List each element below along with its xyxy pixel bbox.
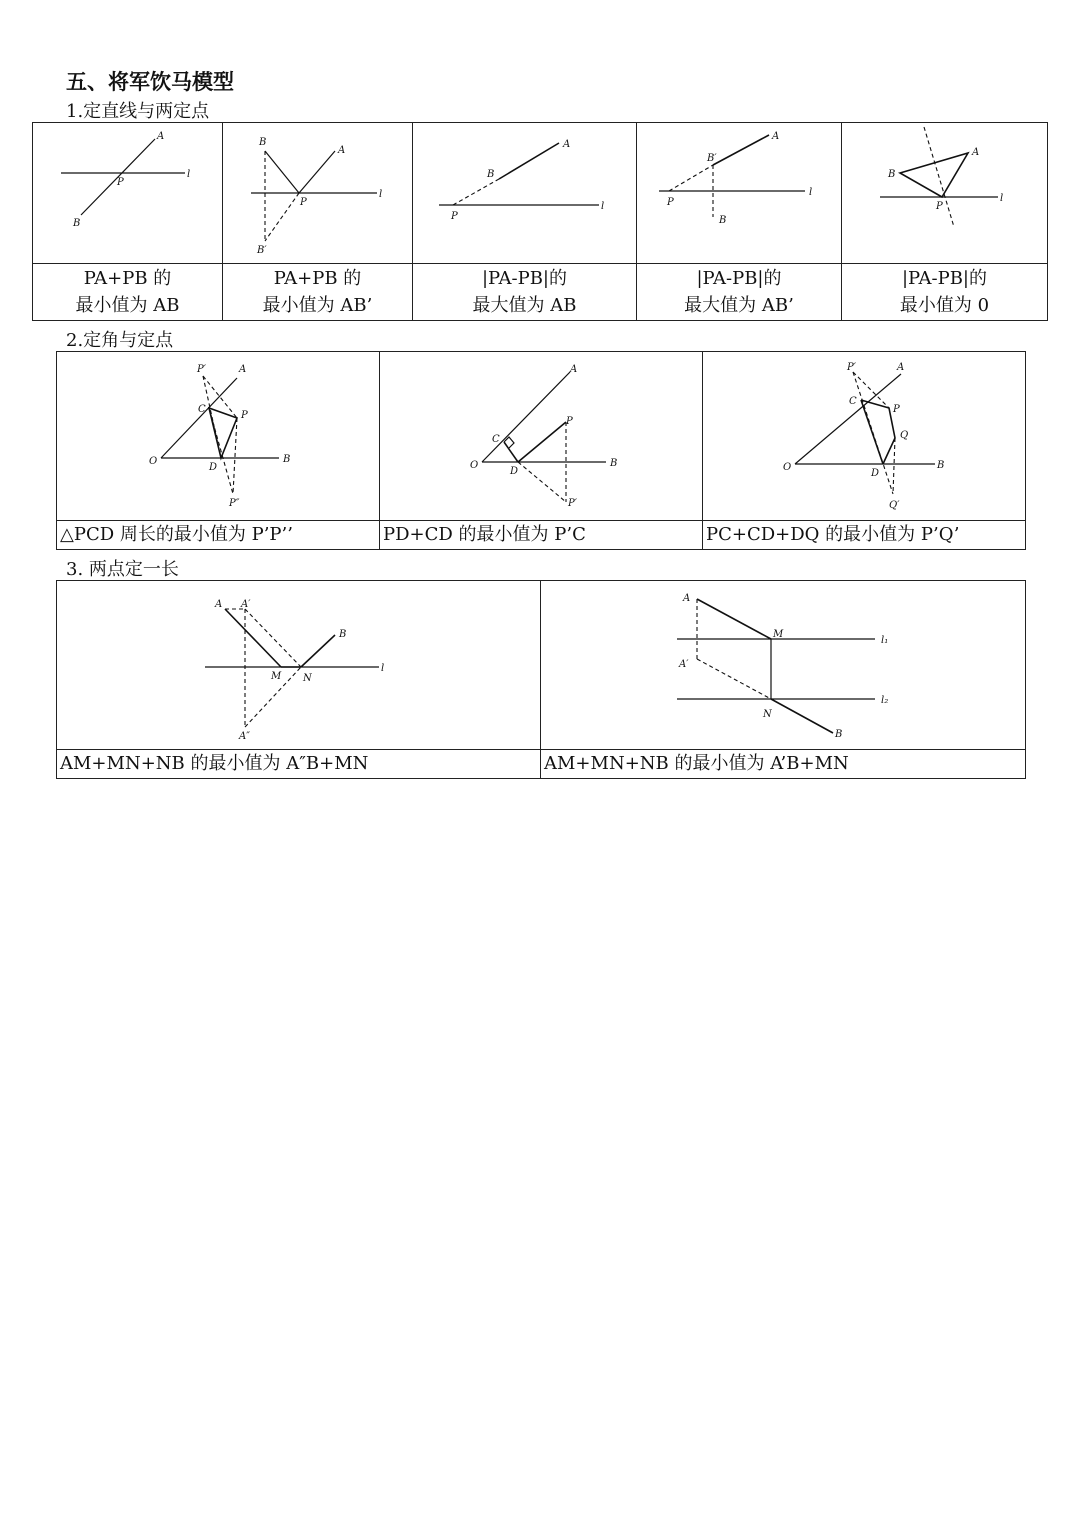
point-label-b: B [719,215,727,226]
triangle-pcd [209,408,237,458]
figure-cell [413,123,637,264]
line-label-l: l [601,201,605,212]
point-label-p: P [117,177,124,188]
point-label-p-prime: P′ [847,362,856,373]
caption-line: 最小值为 AB’ [262,295,373,316]
line-label-l: l [379,189,383,200]
segment-nb [301,635,335,667]
point-label-b: B [339,629,347,640]
diagram-fixed-angle-2 [380,352,703,520]
point-label-a: A [338,145,346,156]
line-label-l: l [809,187,813,198]
caption-line: PA+PB 的 [83,268,172,289]
point-label-a: A [772,131,780,142]
point-label-p: P [566,416,573,427]
caption-cell: PC+CD+DQ 的最小值为 P’Q’ [703,521,1026,550]
point-label-p: P [451,211,458,222]
figure-cell [842,123,1048,264]
section-1-table [32,122,1048,321]
point-label-d: D [510,466,519,477]
point-label-a: A [897,362,905,373]
segment-ab [499,143,559,179]
page-title: 五、将军饮马模型 [66,70,234,94]
point-label-b-prime: B′ [257,245,267,256]
line-label-l: l [381,663,385,674]
point-label-c: C [198,404,206,415]
point-label-o: O [470,460,479,471]
point-label-a-prime: A′ [679,659,689,670]
segment-pa [299,151,335,193]
point-label-p: P [667,197,674,208]
point-label-b: B [610,458,618,469]
caption-cell [223,264,413,321]
caption-cell: AM+MN+NB 的最小值为 A’B+MN [541,750,1026,779]
segment-bp [265,151,299,193]
point-label-p: P [241,410,248,421]
diagram-fixed-line-two-points-5 [842,123,1048,263]
point-label-c: C [492,434,500,445]
line-label-l: l [1000,193,1004,204]
point-label-o: O [149,456,158,467]
figure-cell [57,581,541,750]
caption-line: |PA-PB|的 [901,268,987,289]
segment-d-p-prime [518,462,566,502]
figure-cell [223,123,413,264]
point-label-b: B [888,169,896,180]
point-label-b: B [283,454,291,465]
point-label-a: A [683,593,691,604]
ray-oa [795,374,901,464]
line-label-l: l [187,169,191,180]
diagram-two-points-fixed-length-1 [57,581,541,749]
caption-cell: PD+CD 的最小值为 P’C [380,521,703,550]
figure-cell [33,123,223,264]
caption-line: 最小值为 0 [899,295,990,316]
segment-ab-prime [713,135,769,165]
point-label-p: P [893,404,900,415]
point-label-a: A [563,139,571,150]
point-label-b: B [937,460,945,471]
extension-line [453,179,499,205]
path-cpqd [861,400,895,464]
point-label-n: N [763,709,772,720]
segment-a-prime-n [697,659,771,699]
caption-cell: △PCD 周长的最小值为 P’P’’ [57,521,380,550]
segment-p-p2 [233,418,237,494]
caption-cell [637,264,842,321]
point-label-p: P [300,197,307,208]
diagram-fixed-line-two-points-3 [413,123,637,263]
diagram-fixed-line-two-points-4 [637,123,842,263]
segment-am [225,609,281,667]
caption-line: 最大值为 AB’ [684,295,794,316]
extension-line [669,165,713,191]
point-label-p-prime: P′ [568,498,577,509]
segment-pd [518,422,566,462]
point-label-a: A [239,364,247,375]
section-2-table [56,351,1026,550]
line-label-l1: l₁ [881,635,889,646]
point-label-q-prime: Q′ [889,500,900,511]
point-label-o: O [783,462,792,473]
section-2-heading: 2.定角与定点 [66,330,174,351]
caption-line: |PA-PB|的 [481,268,567,289]
point-label-b: B [259,137,267,148]
point-label-a-prime: A′ [241,599,251,610]
perpendicular-bisector [924,127,954,227]
segment-pb-prime [265,193,299,241]
caption-line: 最小值为 AB [75,295,180,316]
segment-cd [504,442,518,462]
segment-am [697,599,771,639]
point-label-b: B [73,218,81,229]
diagram-fixed-angle-1 [57,352,380,520]
point-label-q: Q [900,430,909,441]
caption-cell [413,264,637,321]
point-label-c: C [849,396,857,407]
caption-cell: AM+MN+NB 的最小值为 A″B+MN [57,750,541,779]
point-label-p-double-prime: P″ [229,498,240,509]
point-label-a: A [570,364,578,375]
point-label-m: M [773,629,784,640]
caption-line: |PA-PB|的 [696,268,782,289]
section-1-heading: 1.定直线与两定点 [66,101,210,122]
point-label-a-double-prime: A″ [239,731,250,742]
point-label-d: D [871,468,880,479]
caption-line: PA+PB 的 [273,268,362,289]
point-label-d: D [209,462,218,473]
segment-q-q-prime [893,438,895,494]
diagram-fixed-line-two-points-2 [223,123,413,263]
segment-nb [771,699,833,733]
point-label-a: A [215,599,223,610]
triangle-abp [900,153,968,197]
point-label-a: A [972,147,980,158]
diagram-fixed-line-two-points-1 [33,123,223,263]
diagram-fixed-angle-3 [703,352,1026,520]
figure-cell [541,581,1026,750]
ray-oa [482,372,570,462]
figure-cell [637,123,842,264]
point-label-b: B [835,729,843,740]
section-3-heading: 3. 两点定一长 [66,559,179,580]
caption-cell [33,264,223,321]
point-label-n: N [303,673,312,684]
point-label-m: M [271,671,282,682]
diagram-two-points-fixed-length-2 [541,581,1026,749]
section-3-table [56,580,1026,779]
point-label-a: A [157,131,165,142]
point-label-b-prime: B′ [707,153,717,164]
point-label-b: B [487,169,495,180]
figure-cell [57,352,380,521]
figure-cell [380,352,703,521]
point-label-p-prime: P′ [197,364,206,375]
caption-line: 最大值为 AB [472,295,577,316]
point-label-p: P [936,201,943,212]
caption-cell [842,264,1048,321]
figure-cell [703,352,1026,521]
line-label-l2: l₂ [881,695,889,706]
